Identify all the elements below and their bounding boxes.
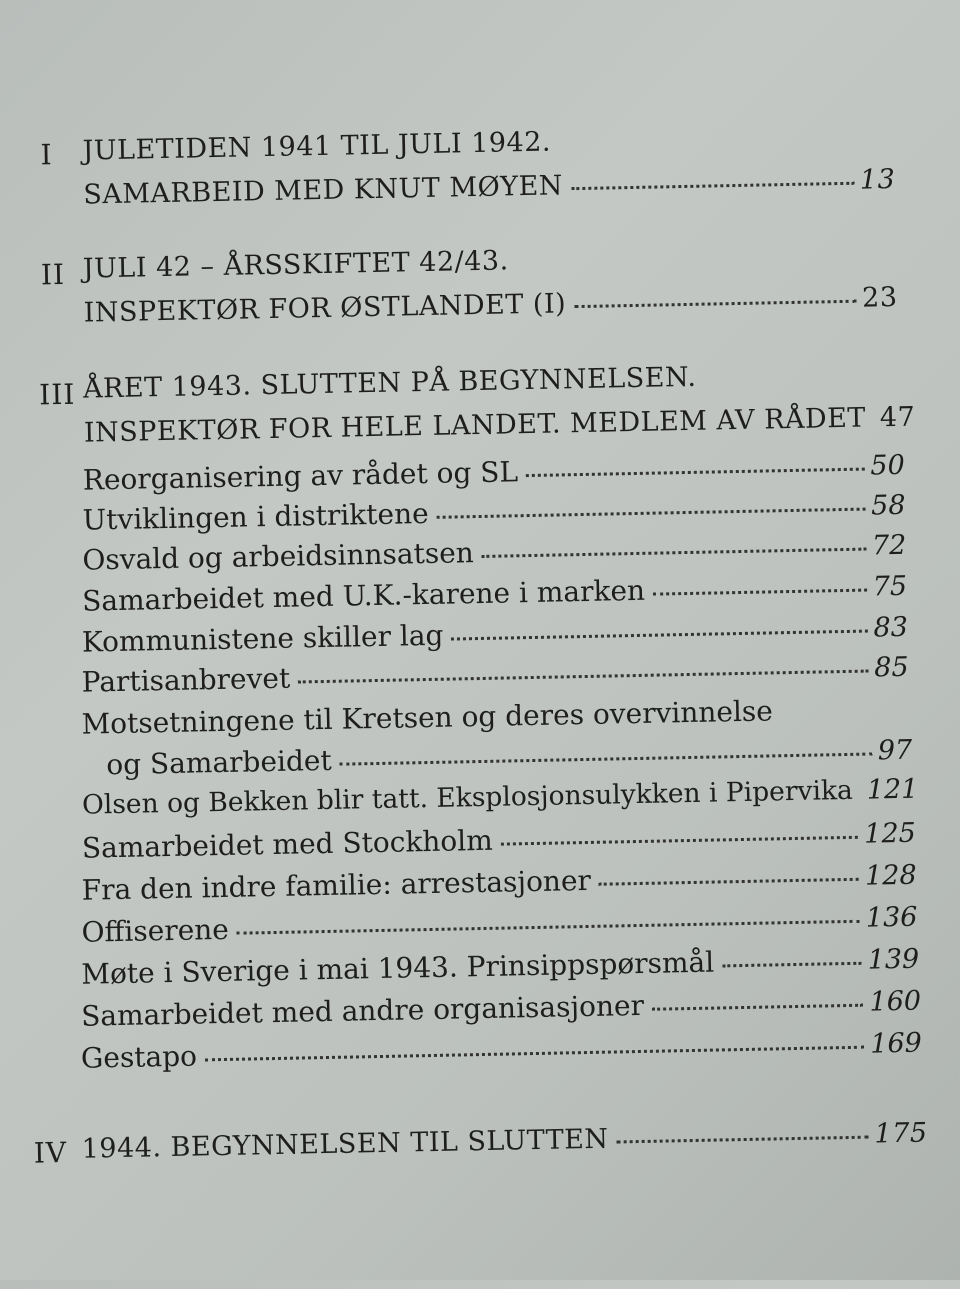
section-title: Samarbeidet med andre organisasjoner	[81, 989, 644, 1033]
dot-leader	[526, 467, 864, 477]
dot-leader	[451, 629, 867, 641]
dot-leader	[501, 835, 859, 846]
section-entry	[82, 528, 906, 577]
section-title: Offiserene	[81, 913, 229, 949]
section-entry	[81, 650, 908, 699]
chapter-title-line: INSPEKTØR FOR HELE LANDET. MEDLEM AV RÅDET	[84, 403, 867, 449]
section-entry	[81, 900, 917, 949]
chapter-title-line: JULETIDEN 1941 TIL JULI 1942.	[82, 122, 782, 166]
section-title: Olsen og Bekken blir tatt. Eksplosjonsulykken i Pipervika	[82, 775, 853, 821]
section-entry	[82, 569, 907, 618]
chapter-4	[0, 0, 948, 9]
page-number: 121	[866, 774, 918, 806]
page-number: 125	[864, 818, 916, 850]
chapter-2	[0, 0, 948, 9]
page-number: 13	[860, 164, 896, 196]
dot-leader	[653, 588, 867, 596]
section-title: Samarbeidet med U.K.-karene i marken	[82, 574, 645, 618]
dot-leader	[571, 181, 854, 190]
page-number: 83	[873, 612, 908, 644]
section-title: Samarbeidet med Stockholm	[82, 824, 493, 865]
chapter-3	[0, 0, 948, 9]
chapter-title-line: JULI 42 – ÅRSSKIFTET 42/43.	[83, 240, 783, 284]
dot-leader	[237, 919, 860, 935]
chapter-1	[0, 0, 948, 9]
page-number: 139	[867, 944, 919, 976]
dot-leader	[599, 877, 859, 886]
section-entry	[81, 984, 921, 1033]
chapter-title-line: INSPEKTØR FOR ØSTLANDET (I)	[83, 288, 566, 328]
page-number: 58	[871, 490, 906, 522]
page-number: 85	[874, 652, 909, 684]
dot-leader	[722, 961, 862, 968]
section-title: Osvald og arbeidsinnsatsen	[82, 536, 474, 577]
page-number: 72	[872, 530, 907, 562]
chapter-title-line: ÅRET 1943. SLUTTEN PÅ BEGYNNELSEN.	[83, 360, 803, 405]
chapter-numeral: IV	[33, 1136, 67, 1170]
page-number: 160	[869, 986, 921, 1018]
section-entry	[81, 942, 919, 991]
chapter-numeral: I	[40, 138, 53, 171]
dot-leader	[205, 1045, 864, 1062]
toc-entry-line	[81, 1118, 927, 1165]
page-number: 23	[862, 282, 898, 314]
section-title: Partisanbrevet	[81, 662, 290, 699]
dot-leader	[617, 1135, 869, 1144]
section-entry	[82, 774, 914, 821]
dot-leader	[340, 751, 872, 765]
toc-entry-line	[84, 402, 904, 449]
chapter-numeral: II	[41, 258, 66, 291]
dot-leader	[482, 547, 866, 558]
section-title: Utviklingen i distriktene	[82, 497, 429, 537]
section-title: Fra den indre familie: arrestasjoner	[81, 864, 591, 907]
section-entry	[81, 1026, 922, 1075]
section-title: Kommunistene skiller lag	[82, 619, 444, 659]
page-number: 136	[866, 902, 918, 934]
dot-leader	[437, 507, 866, 519]
page-number: 75	[872, 571, 907, 603]
section-entry	[81, 858, 916, 907]
chapter-title-line: SAMARBEID MED KNUT MØYEN	[83, 170, 563, 210]
dot-leader	[298, 669, 868, 684]
page-number: 169	[870, 1028, 922, 1060]
chapter-numeral: III	[39, 378, 76, 412]
section-title: Gestapo	[81, 1040, 198, 1075]
dot-leader	[652, 1003, 864, 1011]
section-title: Motsetningene til Kretsen og deres overvinnelse	[81, 694, 773, 740]
chapter-title-line: 1944. BEGYNNELSEN TIL SLUTTEN	[81, 1124, 608, 1165]
page-number: 97	[878, 735, 913, 767]
section-entry	[81, 694, 782, 740]
dot-leader	[574, 299, 856, 308]
section-title: Møte i Sverige i mai 1943. Prinsippspørsmål	[81, 946, 714, 991]
toc-entry-line	[83, 164, 895, 211]
section-title: og Samarbeidet	[106, 744, 332, 781]
page-number: 175	[874, 1118, 928, 1150]
page-number: 47	[880, 402, 916, 434]
page-number: 128	[865, 860, 917, 892]
section-title: Reorganisering av rådet og SL	[83, 455, 519, 496]
toc-entry-line	[83, 282, 897, 329]
section-entry-continuation	[106, 733, 912, 781]
section-entry	[82, 816, 916, 865]
page-number: 50	[870, 450, 905, 482]
